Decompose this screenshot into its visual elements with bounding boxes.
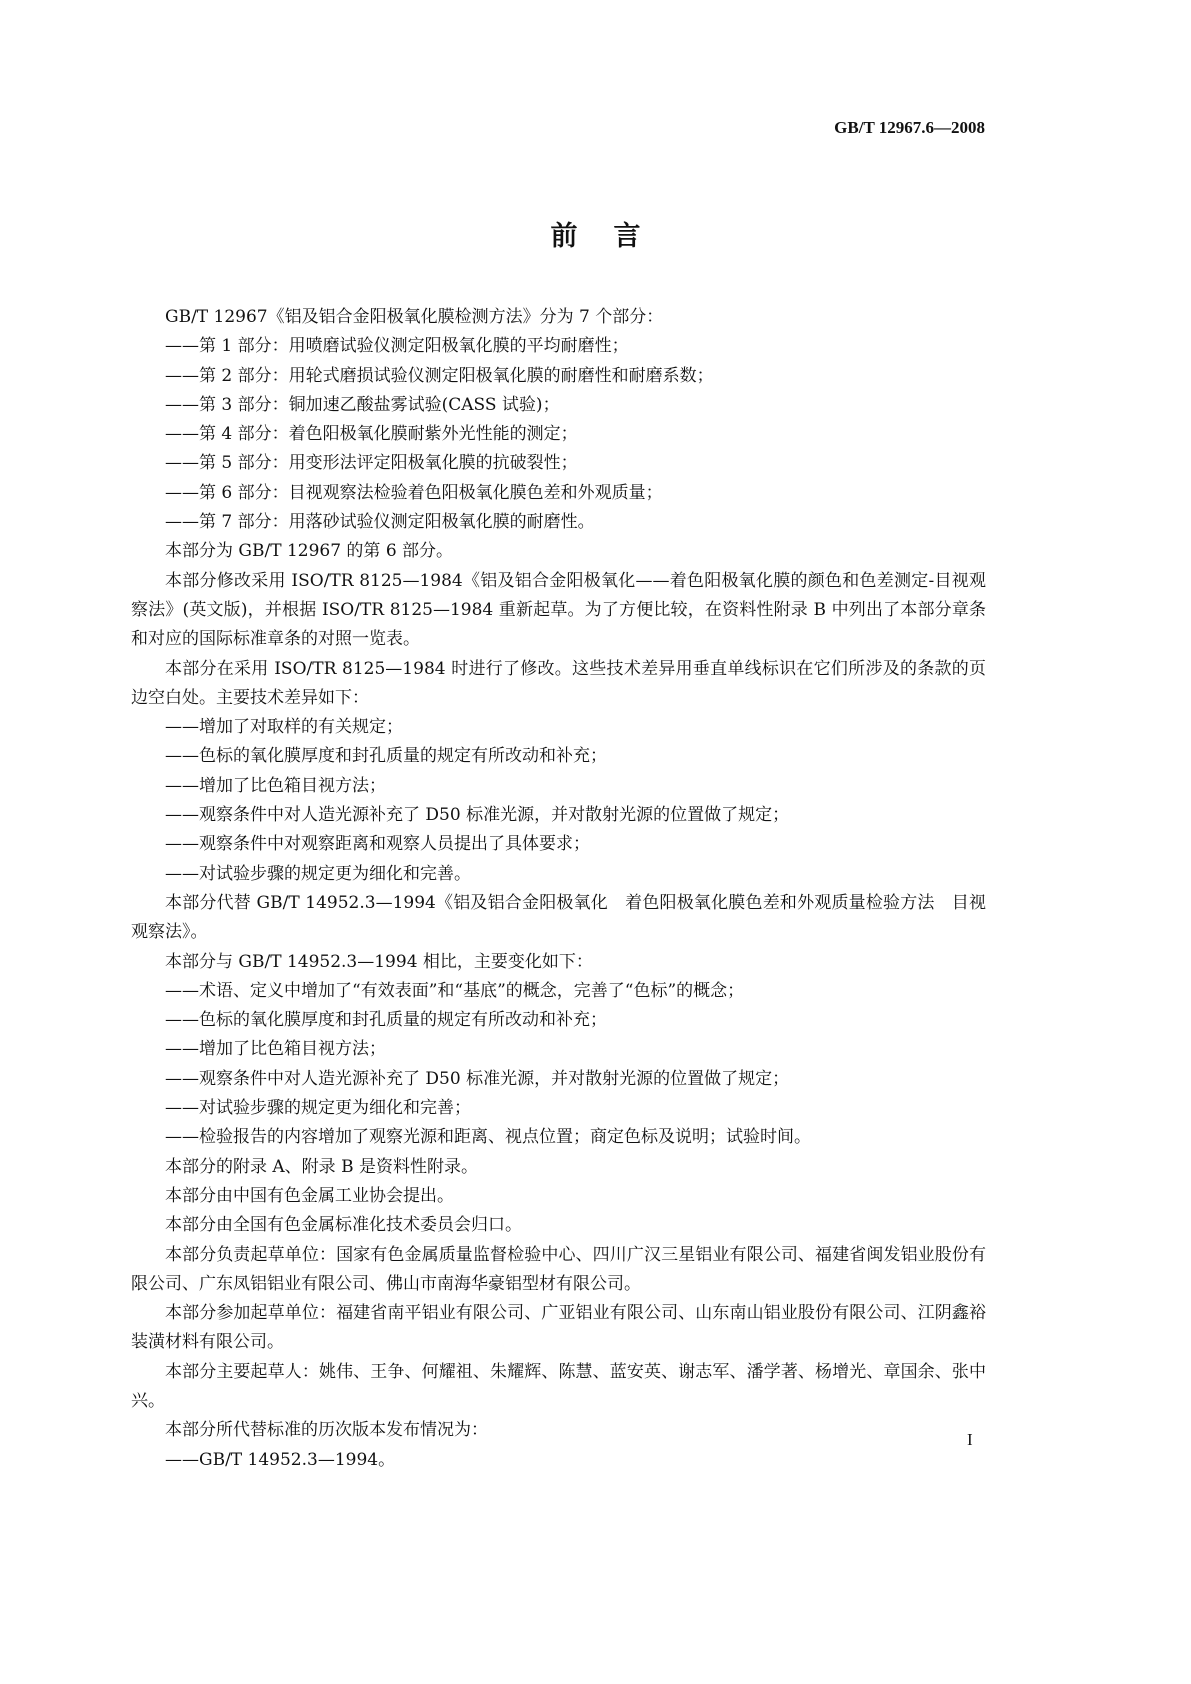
standard-number: GB/T 12967.6—2008	[834, 118, 985, 137]
list-item: ——术语、定义中增加了“有效表面”和“基底”的概念，完善了“色标”的概念；	[165, 980, 745, 1001]
list-item: ——第 6 部分：目视观察法检验着色阳极氧化膜色差和外观质量；	[165, 482, 663, 503]
list-item: ——第 2 部分：用轮式磨损试验仪测定阳极氧化膜的耐磨性和耐磨系数；	[165, 365, 714, 386]
paragraph: 本部分负责起草单位：国家有色金属质量监督检验中心、四川广汉三星铝业有限公司、福建省闽发铝业股份有限公司、广东凤铝铝业有限公司、佛山市南海华豪铝型材有限公司。	[131, 1244, 986, 1294]
list-item: ——第 7 部分：用落砂试验仪测定阳极氧化膜的耐磨性。	[165, 512, 595, 533]
list-item: ——对试验步骤的规定更为细化和完善。	[165, 863, 471, 884]
paragraph: GB/T 12967《铝及铝合金阳极氧化膜检测方法》分为 7 个部分：	[165, 307, 664, 327]
paragraph: 本部分的附录 A、附录 B 是资料性附录。	[165, 1156, 478, 1177]
paragraph: 本部分与 GB/T 14952.3—1994 相比，主要变化如下：	[165, 951, 593, 972]
list-item: ——对试验步骤的规定更为细化和完善；	[165, 1098, 471, 1119]
list-item: ——第 1 部分：用喷磨试验仪测定阳极氧化膜的平均耐磨性；	[165, 336, 629, 357]
list-item: ——观察条件中对人造光源补充了 D50 标准光源，并对散射光源的位置做了规定；	[165, 1068, 790, 1089]
paragraph: 本部分代替 GB/T 14952.3—1994《铝及铝合金阳极氧化 着色阳极氧化膜色差和外观质量检验方法 目视观察法》。	[131, 892, 986, 943]
page-number: I	[967, 1430, 973, 1449]
list-item: ——检验报告的内容增加了观察光源和距离、视点位置；商定色标及说明；试验时间。	[165, 1127, 811, 1148]
paragraph: 本部分在采用 ISO/TR 8125—1984 时进行了修改。这些技术差异用垂直单线标识在它们所涉及的条款的页边空白处。主要技术差异如下：	[131, 658, 986, 708]
list-item: ——色标的氧化膜厚度和封孔质量的规定有所改动和补充；	[165, 1010, 607, 1031]
list-item: ——第 5 部分：用变形法评定阳极氧化膜的抗破裂性；	[165, 453, 578, 474]
page-title: 前言	[550, 221, 677, 252]
paragraph: 本部分为 GB/T 12967 的第 6 部分。	[165, 541, 454, 562]
list-item: ——增加了对取样的有关规定；	[165, 717, 403, 738]
paragraph: 本部分参加起草单位：福建省南平铝业有限公司、广亚铝业有限公司、山东南山铝业股份有限公司、江阴鑫裕装潢材料有限公司。	[131, 1303, 986, 1353]
list-item: ——第 4 部分：着色阳极氧化膜耐紫外光性能的测定；	[165, 424, 578, 445]
paragraph: 本部分由中国有色金属工业协会提出。	[165, 1185, 454, 1206]
list-item: ——GB/T 14952.3—1994。	[165, 1449, 396, 1470]
paragraph: 本部分由全国有色金属标准化技术委员会归口。	[165, 1215, 522, 1236]
list-item: ——第 3 部分：铜加速乙酸盐雾试验(CASS 试验)；	[165, 394, 560, 415]
paragraph: 本部分修改采用 ISO/TR 8125—1984《铝及铝合金阳极氧化——着色阳极氧化膜的颜色和色差测定-目视观察法》(英文版)，并根据 ISO/TR 8125—1984 重新起草。为了方便比较，在资料性附录 B 中列出了本部分章条和对应的国际标准章条的对照一览表。	[131, 570, 986, 650]
list-item: ——增加了比色箱目视方法；	[165, 775, 386, 796]
list-item: ——观察条件中对人造光源补充了 D50 标准光源，并对散射光源的位置做了规定；	[165, 805, 790, 826]
document-body	[131, 303, 986, 1475]
list-item: ——增加了比色箱目视方法；	[165, 1039, 386, 1060]
paragraph: 本部分所代替标准的历次版本发布情况为：	[165, 1420, 488, 1441]
paragraph: 本部分主要起草人：姚伟、王争、何耀祖、朱耀辉、陈慧、蓝安英、谢志军、潘学著、杨增光、章国余、张中兴。	[131, 1361, 986, 1411]
list-item: ——色标的氧化膜厚度和封孔质量的规定有所改动和补充；	[165, 746, 607, 767]
list-item: ——观察条件中对观察距离和观察人员提出了具体要求；	[165, 834, 590, 855]
